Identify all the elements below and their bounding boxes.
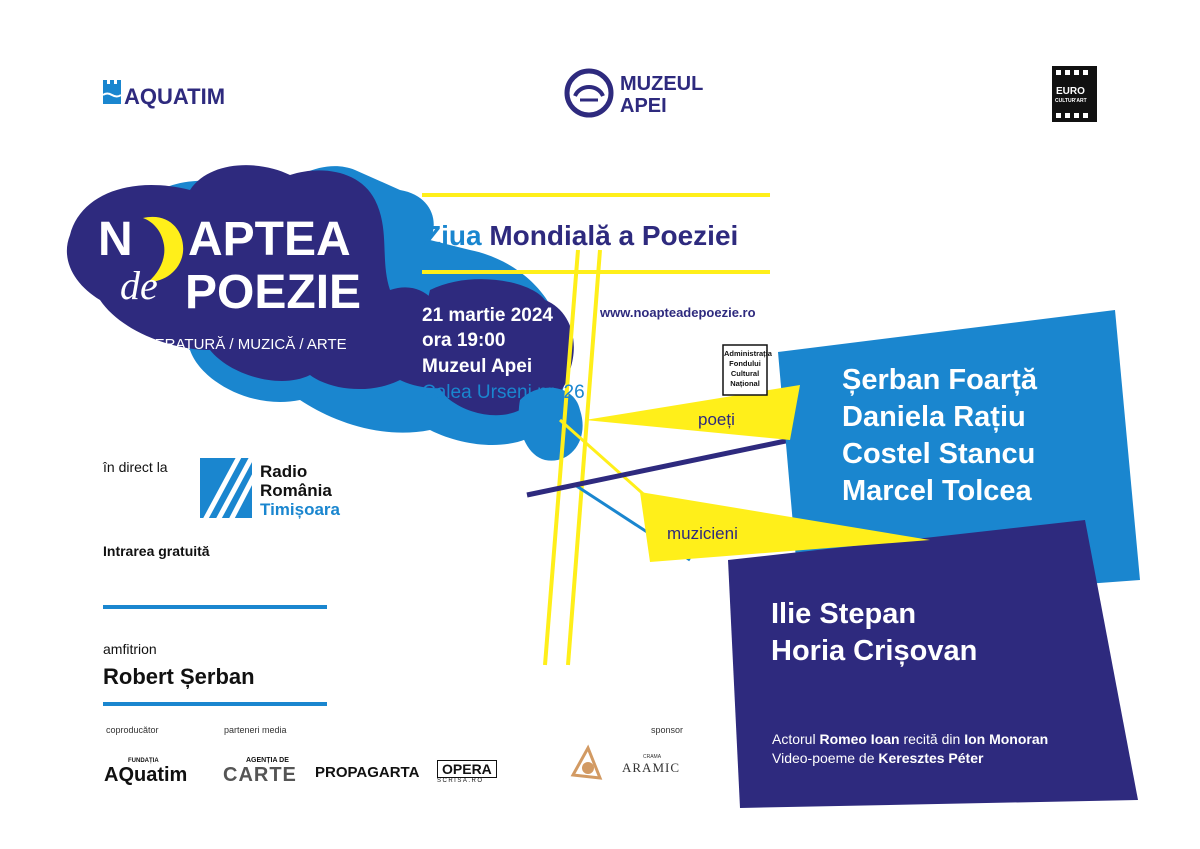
musician-item: Ilie Stepan xyxy=(771,598,917,630)
agentia-top: AGENȚIA DE xyxy=(246,757,289,764)
video-pre: Video-poeme de xyxy=(772,750,875,766)
live-label: în direct la xyxy=(103,459,168,475)
fundatia-small: FUNDAȚIA xyxy=(128,758,159,764)
title-subtitle: LITERATURĂ / MUZICĂ / ARTE xyxy=(133,336,347,353)
actor-mid: recită din xyxy=(903,731,961,747)
afcn-line4: Național xyxy=(730,379,760,388)
title-de: de xyxy=(120,263,158,308)
event-venue: Muzeul Apei xyxy=(422,356,533,377)
euro-logo-line2: CULTUR'ART xyxy=(1055,98,1087,104)
poet-item: Șerban Foarță xyxy=(842,364,1037,396)
host-label: amfitrion xyxy=(103,641,157,657)
actor-pre: Actorul xyxy=(772,731,816,747)
credits-video xyxy=(772,750,983,766)
crama-logo: ARAMIC xyxy=(622,760,681,775)
sponsor-label: sponsor xyxy=(651,725,684,735)
event-time: ora 19:00 xyxy=(422,330,506,351)
free-entry: Intrarea gratuită xyxy=(103,543,210,559)
fundatia-logo: AQuatim xyxy=(104,764,188,786)
poeti-label: poeți xyxy=(698,410,735,429)
musician-item: Horia Crișovan xyxy=(771,635,978,667)
actor-name: Romeo Ioan xyxy=(819,731,900,747)
opera-sub: SCRISA.RO xyxy=(437,778,484,784)
actor-poet: Ion Monoran xyxy=(964,731,1049,747)
divider xyxy=(103,605,327,609)
divider xyxy=(103,702,327,706)
propagarta-logo: PROPAGARTA xyxy=(315,764,420,781)
sponsor-logo-mark xyxy=(573,748,600,778)
title-poezie: POEZIE xyxy=(185,266,362,319)
coproducator-label: coproducător xyxy=(106,725,159,735)
crama-small: CRAMA xyxy=(643,754,662,760)
agentia-logo: CARTE xyxy=(223,764,297,786)
radio-romania-logo-mark xyxy=(200,455,256,520)
aquatim-logo-text: AQUATIM xyxy=(124,84,226,109)
radio-line2: România xyxy=(260,481,332,500)
event-address: Calea Urseni nr. 26 xyxy=(422,382,585,403)
euro-logo-line1: EURO xyxy=(1056,86,1085,97)
title-n: N xyxy=(98,213,133,266)
aquatim-logo-mark xyxy=(103,80,121,104)
muzeul-apei-line2: APEI xyxy=(620,95,667,117)
poet-item: Marcel Tolcea xyxy=(842,475,1032,507)
poet-item: Daniela Rațiu xyxy=(842,401,1026,433)
headline xyxy=(424,220,738,252)
afcn-stamp xyxy=(724,349,772,389)
website-link[interactable]: www.noapteadepoezie.ro xyxy=(600,305,756,320)
headline-pre: Ziua xyxy=(424,220,482,251)
video-author: Keresztes Péter xyxy=(878,750,984,766)
credits-actor xyxy=(772,731,1048,747)
host-name: Robert Șerban xyxy=(103,664,255,689)
afcn-line1: Administrația xyxy=(724,349,772,358)
parteneri-label: parteneri media xyxy=(224,725,287,735)
poet-item: Costel Stancu xyxy=(842,438,1036,470)
radio-line1: Radio xyxy=(260,462,308,481)
event-date: 21 martie 2024 xyxy=(422,305,553,326)
headline-main: Mondială a Poeziei xyxy=(489,220,739,251)
afcn-line2: Fondului xyxy=(729,359,761,368)
afcn-line3: Cultural xyxy=(730,369,760,378)
poets-list xyxy=(842,362,1037,510)
musicians-list xyxy=(771,596,977,670)
muzeul-apei-logo-mark xyxy=(567,71,611,115)
title-aptea: APTEA xyxy=(188,213,351,266)
radio-line3: Timișoara xyxy=(260,500,341,519)
opera-logo: OPERA xyxy=(437,760,497,778)
muzicieni-label: muzicieni xyxy=(667,524,738,543)
muzeul-apei-line1: MUZEUL xyxy=(620,73,704,95)
